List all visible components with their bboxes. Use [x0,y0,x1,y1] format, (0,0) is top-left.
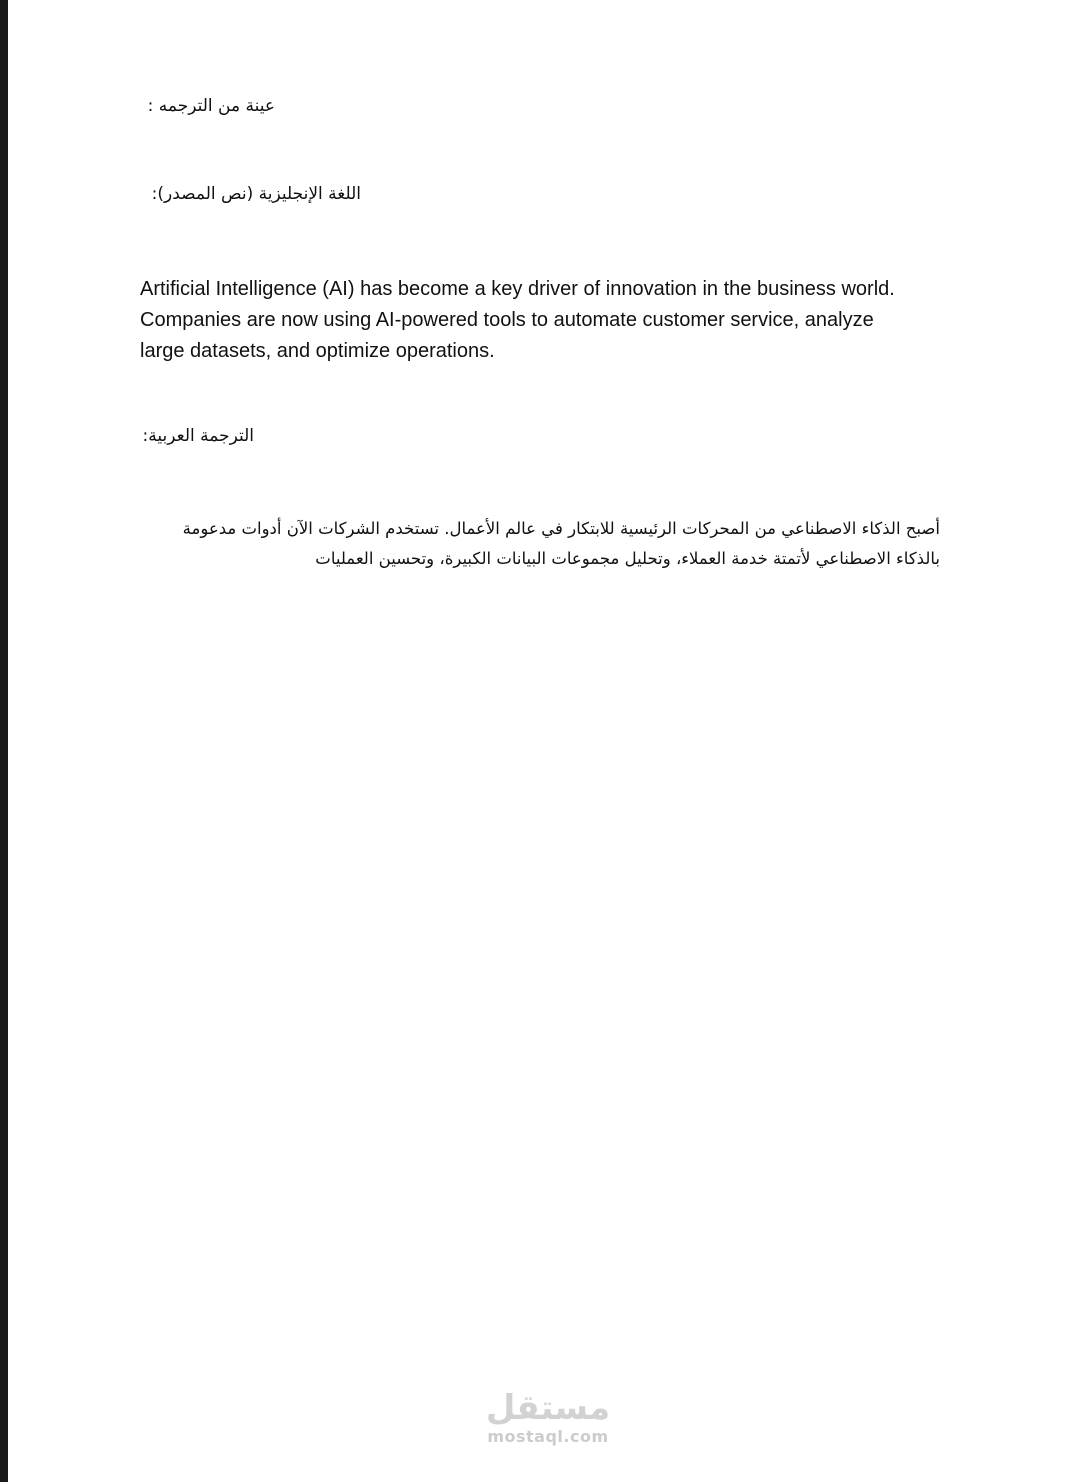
english-line: Artificial Intelligence (AI) has become a key driver of innovation in the business world. [140,278,895,300]
english-line: large datasets, and optimize operations. [140,340,495,362]
english-line: Companies are now using AI-powered tools to automate customer service, analyze [140,309,874,331]
watermark-url: mostaql.com [487,1427,609,1446]
document-page [8,0,1080,1482]
arabic-line: أصبح الذكاء الاصطناعي من المحركات الرئيسية للابتكار في عالم الأعمال. تستخدم الشركات الآن أدوات مدعومة [182,519,940,538]
arabic-translation-heading: الترجمة العربية: [142,426,254,446]
page-edge-shadow [0,0,8,1482]
arabic-line: بالذكاء الاصطناعي لأتمتة خدمة العملاء، وتحليل مجموعات البيانات الكبيرة، وتحسين العمليات [315,549,940,568]
mostaql-watermark [478,1388,618,1446]
english-source-paragraph [140,274,960,367]
arabic-translation-paragraph [140,514,940,574]
source-language-heading: اللغة الإنجليزية (نص المصدر): [151,184,361,204]
sample-heading: عينة من الترجمه : [147,96,275,116]
watermark-logo: مستقل [485,1388,611,1428]
